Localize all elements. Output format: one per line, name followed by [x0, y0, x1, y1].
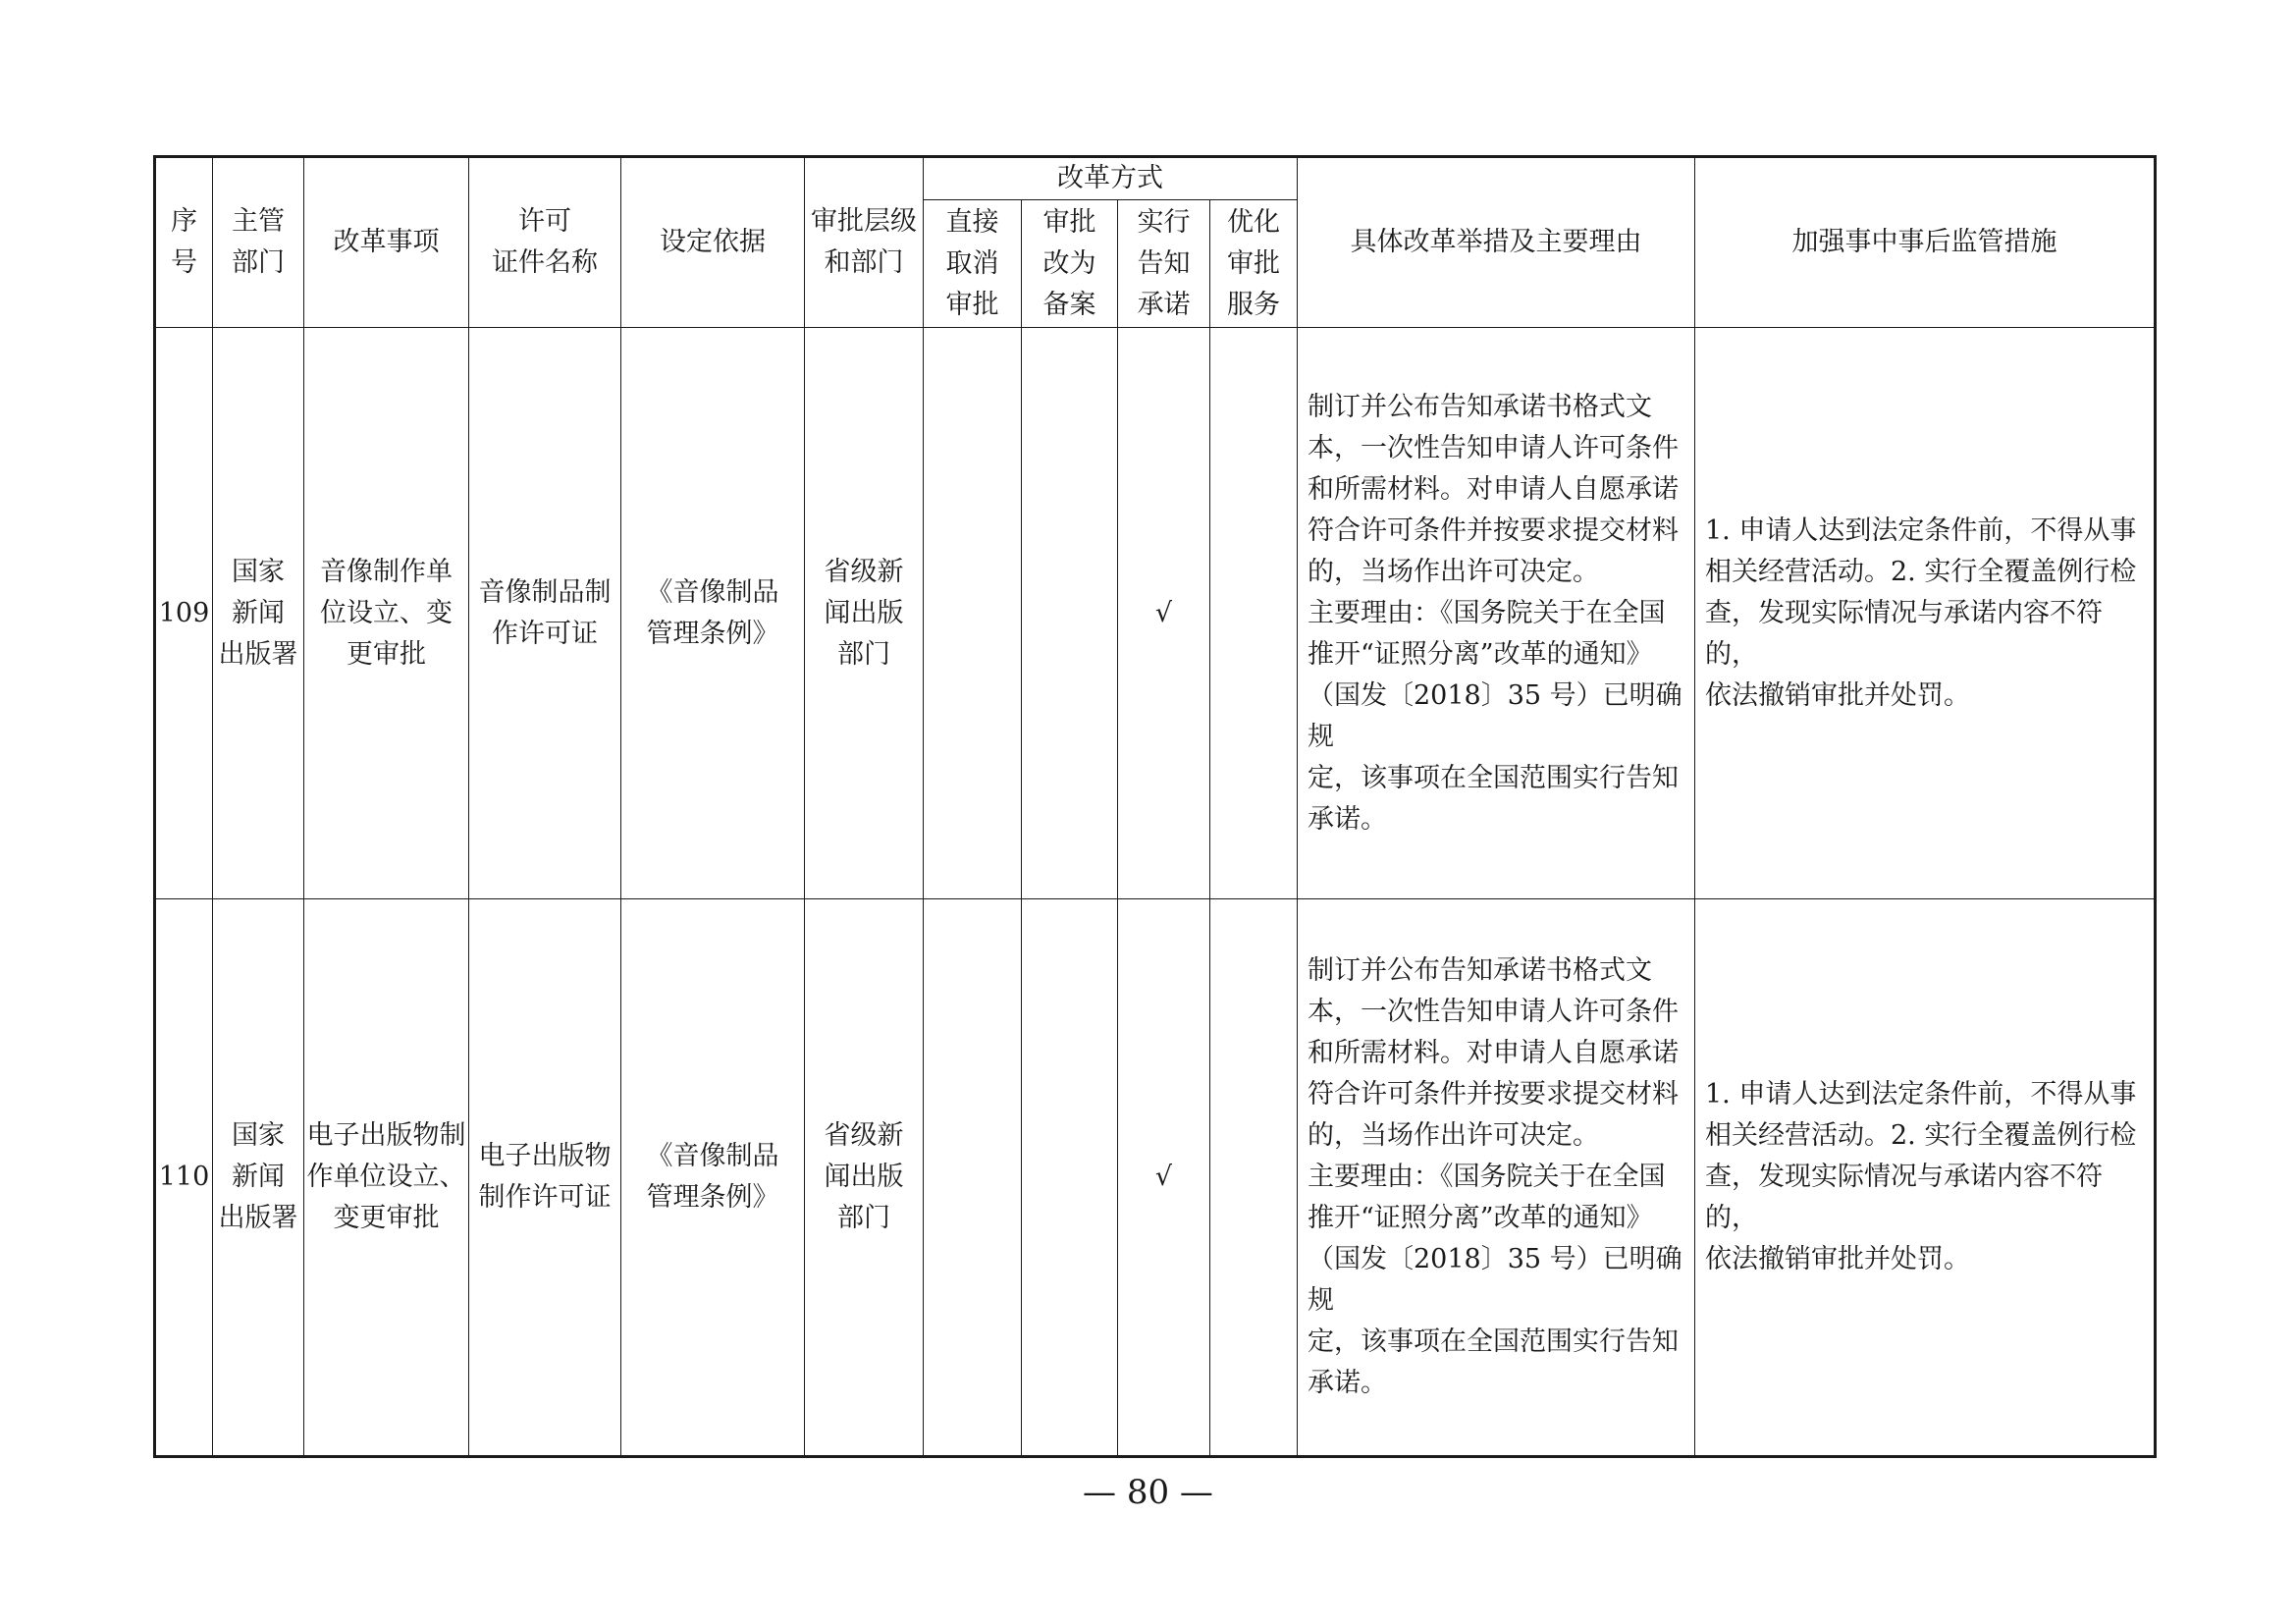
header-license: 许可 证件名称	[469, 157, 621, 328]
row-license: 电子出版物 制作许可证	[469, 899, 621, 1457]
header-reform-group: 改革方式	[924, 157, 1298, 200]
header-dept: 主管 部门	[213, 157, 304, 328]
row-basis: 《音像制品 管理条例》	[621, 328, 805, 899]
header-seq: 序 号	[155, 157, 213, 328]
row-supervision: 1. 申请人达到法定条件前，不得从事 相关经营活动。2. 实行全覆盖例行检 查，发现实际情况与承诺内容不符的， 依法撤销审批并处罚。	[1695, 328, 2156, 899]
row-optimize	[1210, 328, 1298, 899]
row-item: 电子出版物制 作单位设立、 变更审批	[304, 899, 469, 1457]
header-row-1	[155, 157, 2156, 200]
row-measures: 制订并公布告知承诺书格式文 本，一次性告知申请人许可条件 和所需材料。对申请人自愿承诺 符合许可条件并按要求提交材料 的，当场作出许可决定。 主要理由：《国务院关于在全国 推开“证照分离”改革的通知》 （国发〔2018〕35 号）已明确规 定，该事项在全国范围实行告知 承诺。	[1298, 328, 1695, 899]
row-record	[1022, 899, 1118, 1457]
row-measures: 制订并公布告知承诺书格式文 本，一次性告知申请人许可条件 和所需材料。对申请人自愿承诺 符合许可条件并按要求提交材料 的，当场作出许可决定。 主要理由：《国务院关于在全国 推开“证照分离”改革的通知》 （国发〔2018〕35 号）已明确规 定，该事项在全国范围实行告知 承诺。	[1298, 899, 1695, 1457]
header-reform-record: 审批 改为 备案	[1022, 200, 1118, 328]
row-item: 音像制作单 位设立、变 更审批	[304, 328, 469, 899]
header-measures: 具体改革举措及主要理由	[1298, 157, 1695, 328]
row-dept: 国家 新闻 出版署	[213, 899, 304, 1457]
header-reform-notify: 实行 告知 承诺	[1118, 200, 1210, 328]
header-basis: 设定依据	[621, 157, 805, 328]
header-supervision: 加强事中事后监管措施	[1695, 157, 2156, 328]
row-level: 省级新 闻出版 部门	[805, 899, 924, 1457]
header-reform-cancel: 直接 取消 审批	[924, 200, 1022, 328]
row-optimize	[1210, 899, 1298, 1457]
reform-table	[153, 155, 2157, 1458]
header-item: 改革事项	[304, 157, 469, 328]
row-record	[1022, 328, 1118, 899]
row-level: 省级新 闻出版 部门	[805, 328, 924, 899]
row-notify-check: √	[1118, 328, 1210, 899]
table-row	[155, 899, 2156, 1457]
row-supervision: 1. 申请人达到法定条件前，不得从事 相关经营活动。2. 实行全覆盖例行检 查，发现实际情况与承诺内容不符的， 依法撤销审批并处罚。	[1695, 899, 2156, 1457]
row-seq: 110	[155, 899, 213, 1457]
row-seq: 109	[155, 328, 213, 899]
row-basis: 《音像制品 管理条例》	[621, 899, 805, 1457]
row-dept: 国家 新闻 出版署	[213, 328, 304, 899]
row-cancel	[924, 328, 1022, 899]
table-row	[155, 328, 2156, 899]
row-license: 音像制品制 作许可证	[469, 328, 621, 899]
row-cancel	[924, 899, 1022, 1457]
header-reform-optimize: 优化 审批 服务	[1210, 200, 1298, 328]
row-notify-check: √	[1118, 899, 1210, 1457]
header-level: 审批层级 和部门	[805, 157, 924, 328]
page-number: — 80 —	[1083, 1473, 1213, 1512]
